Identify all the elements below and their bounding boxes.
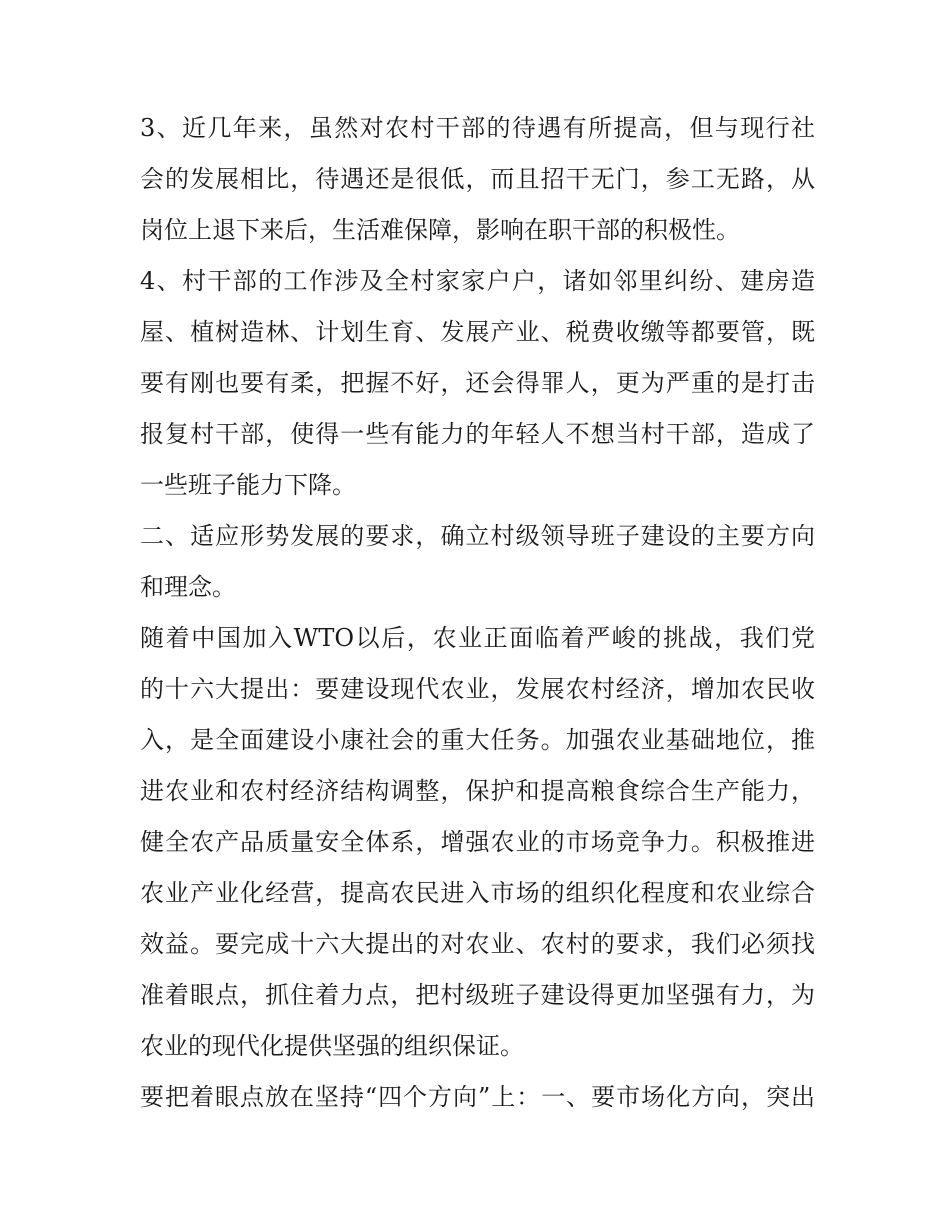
text-line: 随着中国加入WTO以后，农业正面临着严峻的挑战，我们党 (140, 624, 815, 652)
text-line: 3、近几年来，虽然对农村干部的待遇有所提高，但与现行社 (140, 114, 815, 142)
text-line: 报复村干部，使得一些有能力的年轻人不想当村干部，造成了 (140, 420, 815, 448)
text-line: 4、村干部的工作涉及全村家家户户，诸如邻里纠纷、建房造 (140, 267, 815, 295)
text-line: 屋、植树造林、计划生育、发展产业、税费收缴等都要管，既 (140, 318, 815, 346)
text-line: 要把着眼点放在坚持“四个方向”上：一、要市场化方向，突出 (140, 1083, 815, 1111)
text-line: 岗位上退下来后，生活难保障，影响在职干部的积极性。 (140, 216, 740, 244)
body-text (140, 103, 815, 1123)
text-line: 健全农产品质量安全体系，增强农业的市场竞争力。积极推进 (140, 828, 815, 856)
section-heading: 二、适应形势发展的要求，确立村级领导班子建设的主要方向 (140, 522, 815, 550)
text-line: 效益。要完成十六大提出的对农业、农村的要求，我们必须找 (140, 930, 815, 958)
text-line: 农业的现代化提供坚强的组织保证。 (140, 1032, 524, 1060)
text-line: 进农业和农村经济结构调整，保护和提高粮食综合生产能力， (140, 777, 815, 805)
section-heading: 和理念。 (140, 573, 236, 601)
text-line: 一些班子能力下降。 (140, 471, 356, 499)
text-line: 准着眼点，抓住着力点，把村级班子建设得更加坚强有力，为 (140, 981, 815, 1009)
text-line: 要有刚也要有柔，把握不好，还会得罪人，更为严重的是打击 (140, 369, 815, 397)
text-line: 的十六大提出：要建设现代农业，发展农村经济，增加农民收 (140, 675, 815, 703)
text-line: 会的发展相比，待遇还是很低，而且招干无门，参工无路，从 (140, 165, 815, 193)
text-line: 入，是全面建设小康社会的重大任务。加强农业基础地位，推 (140, 726, 815, 754)
text-line: 农业产业化经营，提高农民进入市场的组织化程度和农业综合 (140, 879, 815, 907)
